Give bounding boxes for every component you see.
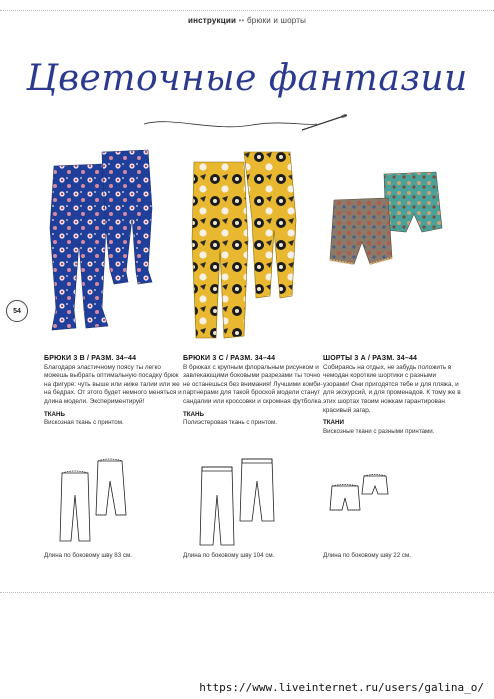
fabric-text: Вискозные ткани с разными принтами.: [323, 427, 435, 435]
fabric-heading: ТКАНИ: [323, 419, 344, 427]
length-note-1: Длина по боковому шву 83 см.: [44, 552, 132, 559]
pants-3b-sketch: [52, 455, 132, 543]
product-description: Благодаря эластичному поясу ты легко можешь выбрать оптимальную посадку брюк на фигуре: чуть выше или ниже талии или же на бедрах. От этого будет немного меняться и длина модели. Экспериментируй!: [44, 363, 182, 405]
product-title: ШОРТЫ 3 А / РАЗМ. 34–44: [323, 355, 418, 362]
blue-floral-pants-photo: [44, 148, 159, 338]
page-title: Цветочные фантазии: [26, 58, 468, 99]
page-number-badge: 54: [6, 300, 28, 322]
bottom-dotted-rule: [0, 592, 494, 593]
fabric-heading: ТКАНЬ: [44, 410, 65, 418]
length-note-2: Длина по боковому шву 104 см.: [183, 552, 275, 559]
header-topic: брюки и шорты: [246, 16, 307, 25]
fabric-heading: ТКАНЬ: [183, 410, 204, 418]
length-note-3: Длина по боковому шву 22 см.: [323, 552, 411, 559]
product-column-1: [44, 355, 184, 428]
product-title: БРЮКИ 3 В / РАЗМ. 34–44: [44, 355, 137, 362]
paisley-shorts-photo: [326, 170, 446, 282]
fabric-text: Вискозная ткань с принтом.: [44, 419, 124, 427]
shorts-3a-sketch: [328, 472, 392, 516]
product-column-3: [323, 355, 463, 436]
product-title: БРЮКИ 3 С / РАЗМ. 34–44: [183, 355, 276, 362]
product-column-2: [183, 355, 323, 428]
source-url-watermark: https://www.liveinternet.ru/users/galina_o/: [199, 681, 484, 694]
fabric-text: Полиэстеровая ткань с принтом.: [183, 419, 278, 427]
header-separator: ••: [238, 16, 245, 25]
needle-thread-icon: [142, 112, 352, 142]
header-section: инструкции: [187, 16, 237, 25]
top-dotted-rule: [0, 10, 494, 11]
page-header: [0, 16, 494, 25]
yellow-floral-pants-photo: [186, 150, 298, 342]
product-description: В брюках с крупным флоральным рисунком и завлекающими боковыми разрезами ты точно не останешься без внимания! Лучшими комби-партнерами для такой броской модели станут сандалии или кроссовки и скромная футболка.: [183, 363, 323, 405]
pants-3c-sketch: [196, 455, 280, 547]
product-description: Собираясь на отдых, не забудь положить в чемодан короткие шортики с разными узорами! Они пригодятся тебе и для пляжа, и для экскурсий, и для променадов. К тому же в этих шортах твоим ножкам гарантирован красивый загар.: [323, 363, 461, 414]
